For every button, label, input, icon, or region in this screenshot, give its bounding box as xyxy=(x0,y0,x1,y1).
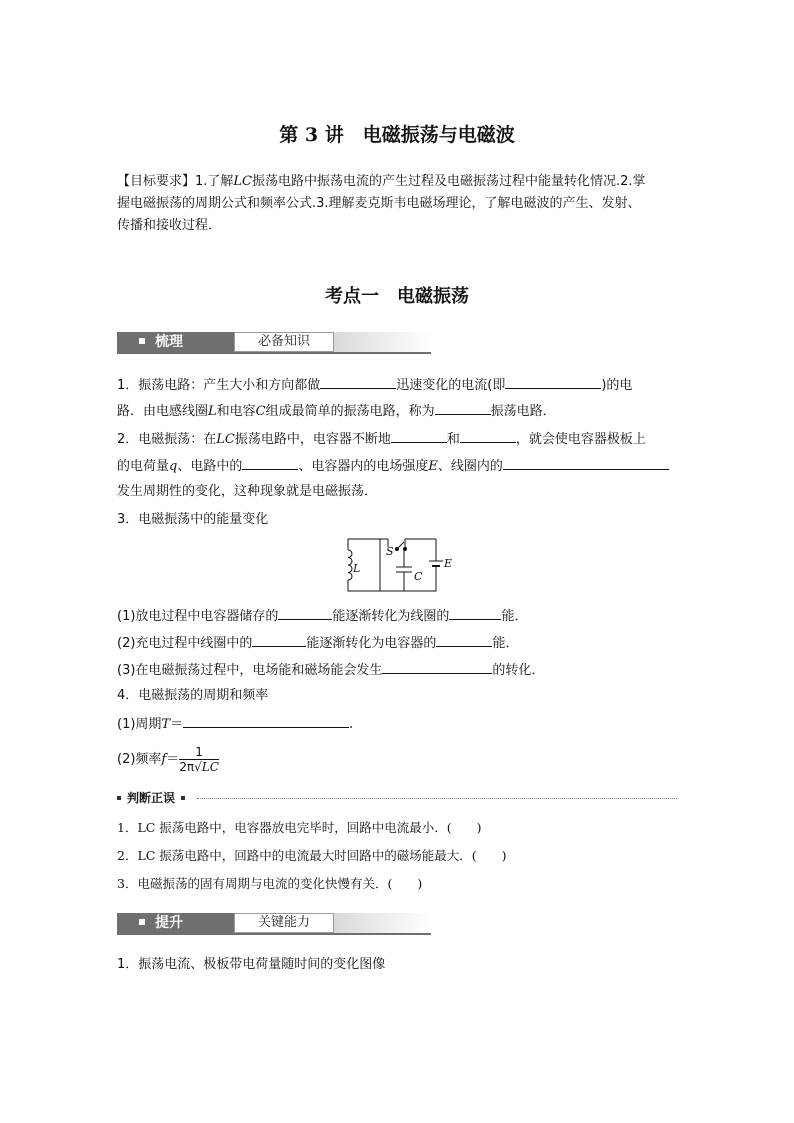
item2-line1: 2．电磁振荡：在LC振荡电路中，电容器不断地 和 ，就会使电容器极板上 xyxy=(117,428,646,448)
objectives: 【目标要求】1.了解LC振荡电路中振荡电流的产生过程及电磁振荡过程中能量转化情况.2.掌 握电磁振荡的周期公式和频率公式.3.理解麦克斯韦电磁场理论，了解电磁波的产生、发射、 传播和接收过程． xyxy=(117,174,646,233)
judge-item-2: 2．LC 振荡电路中，回路中的电流最大时回路中的磁场能最大．( ) xyxy=(117,848,507,863)
label-C: C xyxy=(414,570,423,583)
lc-circuit-diagram xyxy=(338,533,462,599)
blank[interactable] xyxy=(320,374,396,389)
item3-heading: 3．电磁振荡中的能量变化 xyxy=(117,512,269,527)
inductor-coil xyxy=(348,550,352,580)
item-last: 1．振荡电流、极板带电荷量随时间的变化图像 xyxy=(117,957,386,972)
blank[interactable] xyxy=(391,428,447,443)
section-bar-shuli xyxy=(117,330,431,354)
label-E: E xyxy=(444,557,453,570)
sub3: (3)在电磁振荡过程中，电场能和磁场能会发生 的转化． xyxy=(117,659,544,679)
frequency-fraction: $\frac{1}{2\pi√LC}$ xyxy=(179,745,219,774)
blank[interactable] xyxy=(242,455,298,470)
sub2: (2)充电过程中线圈中的 能逐渐转化为电容器的 能． xyxy=(117,632,518,652)
frequency-line: (2)频率f＝ $\frac{1}{2\pi√LC}$ xyxy=(117,745,219,774)
blank[interactable] xyxy=(460,428,516,443)
blank[interactable] xyxy=(278,605,332,620)
blank[interactable] xyxy=(382,659,492,674)
item4-heading: 4．电磁振荡的周期和频率 xyxy=(117,688,269,703)
item1-line1: 1．振荡电路：产生大小和方向都做 迅速变化的电流(即 )的电 xyxy=(117,374,632,394)
judge-item-1: 1．LC 振荡电路中，电容器放电完毕时，回路中电流最小．( ) xyxy=(117,820,482,835)
bar-dark-label: 提升 xyxy=(117,913,234,933)
bar-dark-label: 梳理 xyxy=(117,332,234,352)
blank[interactable] xyxy=(252,632,306,647)
label-L: L xyxy=(353,562,361,575)
switch-arm xyxy=(398,542,404,548)
bar-light-label: 必备知识 xyxy=(234,332,334,352)
blank[interactable] xyxy=(449,605,501,620)
section-bar-tisheng xyxy=(117,911,431,935)
item2-line2: 的电荷量q、电路中的 、电容器内的电场强度E、线圈内的 xyxy=(117,455,669,475)
blank[interactable] xyxy=(505,374,601,389)
item2-line3: 发生周期性的变化，这种现象就是电磁振荡． xyxy=(117,484,378,499)
bar-light-label: 关键能力 xyxy=(234,913,334,933)
page-title: 第 3 讲 电磁振荡与电磁波 xyxy=(279,124,515,146)
section-title: 考点一 电磁振荡 xyxy=(325,286,469,307)
judge-item-3: 3．电磁振荡的固有周期与电流的变化快慢有关．( ) xyxy=(117,876,423,891)
label-S: S xyxy=(386,545,394,558)
judge-heading: 判断正误 xyxy=(117,788,677,808)
objectives-label: 【目标要求】 xyxy=(117,174,196,189)
item1-line2: 路．由电感线圈L和电容C组成最简单的振荡电路，称为 振荡电路． xyxy=(117,400,556,420)
blank[interactable] xyxy=(503,455,669,470)
blank[interactable] xyxy=(435,400,491,415)
sub1: (1)放电过程中电容器储存的 能逐渐转化为线圈的 能． xyxy=(117,605,527,625)
period-line: (1)周期T＝ . xyxy=(117,713,353,733)
blank[interactable] xyxy=(436,632,492,647)
blank[interactable] xyxy=(183,713,349,728)
